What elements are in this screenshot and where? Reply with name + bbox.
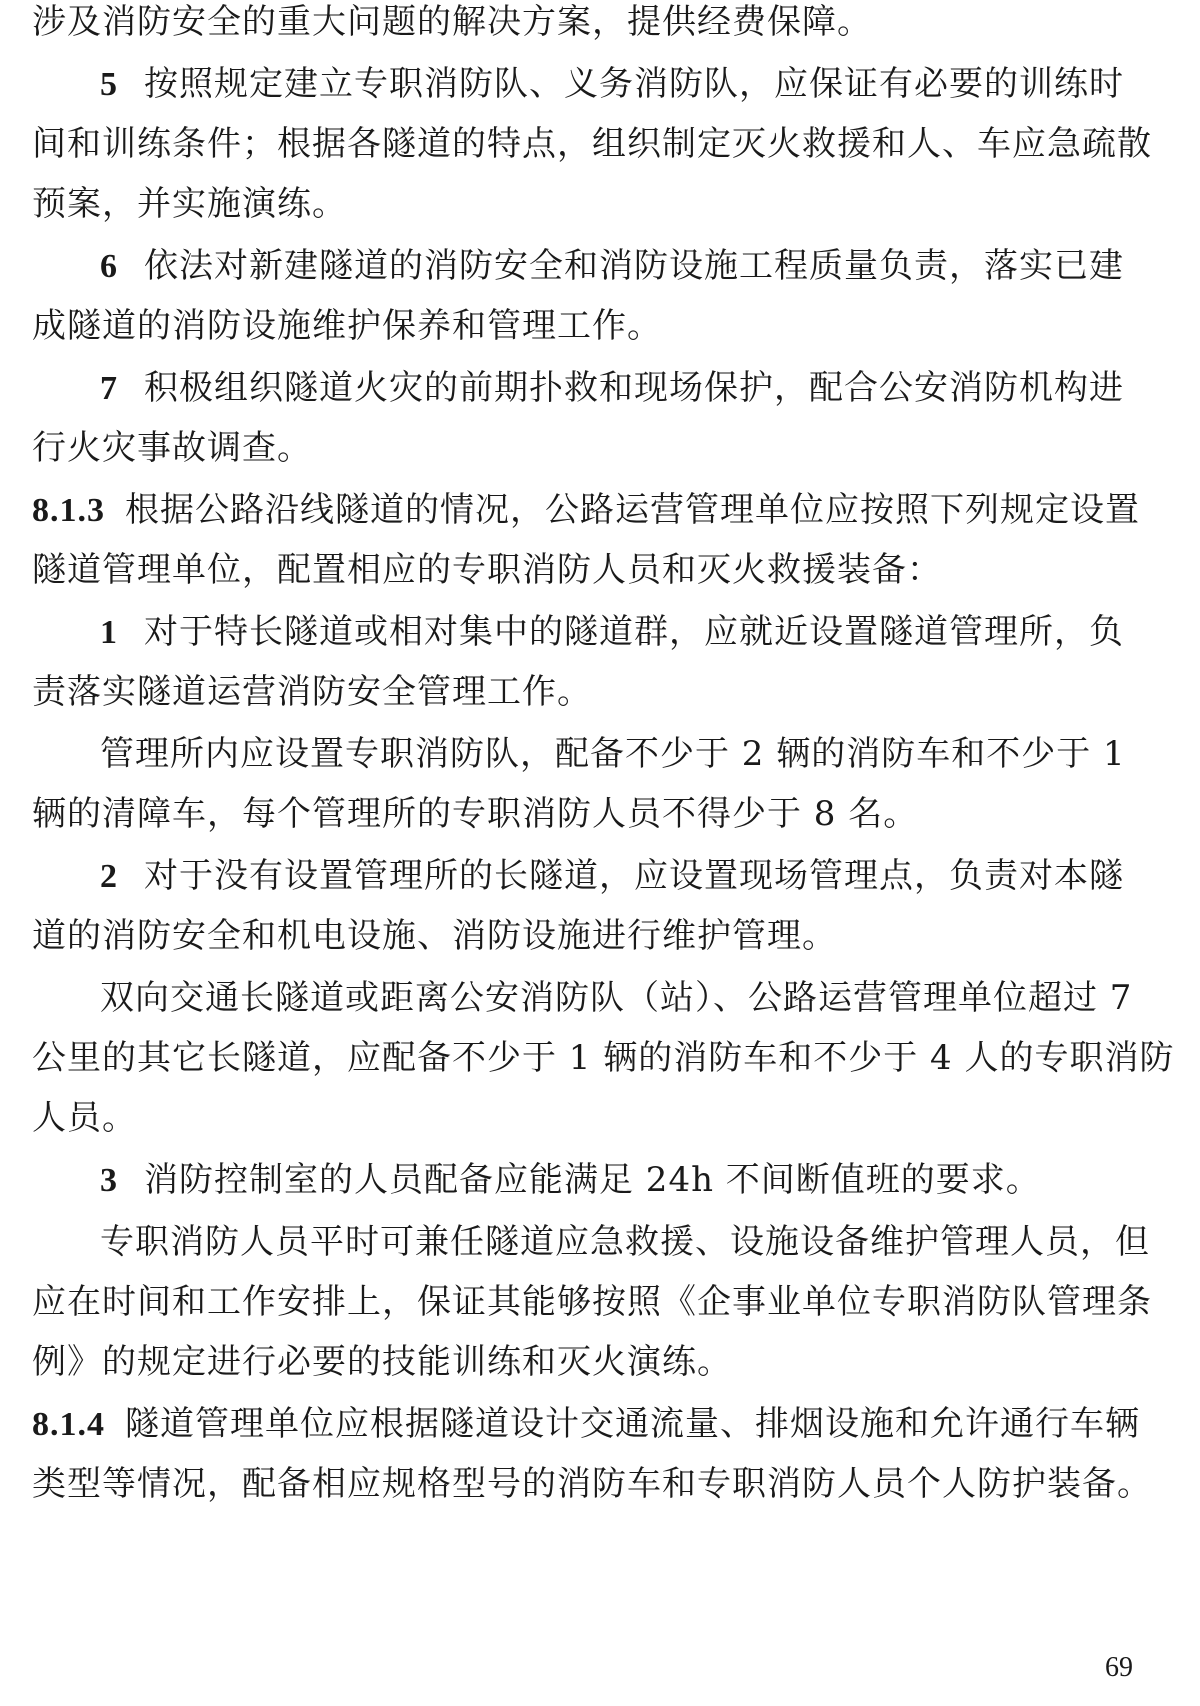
list-item-7 [100, 368, 1124, 409]
item-number: 6 [100, 248, 118, 285]
text-line: 道的消防安全和机电设施、消防设施进行维护管理。 [32, 916, 837, 956]
text-line: 涉及消防安全的重大问题的解决方案，提供经费保障。 [32, 2, 872, 42]
item-number: 3 [100, 1162, 118, 1199]
text-line: 公里的其它长隧道，应配备不少于 1 辆的消防车和不少于 4 人的专职消防 [32, 1038, 1175, 1078]
item-text: 积极组织隧道火灾的前期扑救和现场保护，配合公安消防机构进 [144, 368, 1124, 408]
text-line: 管理所内应设置专职消防队，配备不少于 2 辆的消防车和不少于 1 [100, 734, 1126, 774]
list-item-3 [100, 1160, 1041, 1201]
text-line: 行火灾事故调查。 [32, 428, 312, 468]
item-number: 2 [100, 858, 118, 895]
text-line: 辆的清障车，每个管理所的专职消防人员不得少于 8 名。 [32, 794, 919, 834]
item-text: 按照规定建立专职消防队、义务消防队，应保证有必要的训练时 [144, 64, 1124, 104]
item-text: 消防控制室的人员配备应能满足 24h 不间断值班的要求。 [144, 1160, 1041, 1200]
list-item-6 [100, 246, 1124, 287]
section-number: 8.1.4 [32, 1406, 105, 1443]
list-item-2 [100, 856, 1124, 897]
text-line: 间和训练条件；根据各隧道的特点，组织制定灭火救援和人、车应急疏散 [32, 124, 1152, 164]
section-text: 根据公路沿线隧道的情况，公路运营管理单位应按照下列规定设置 [125, 490, 1140, 530]
list-item-5 [100, 64, 1124, 105]
section-number: 8.1.3 [32, 492, 105, 529]
item-number: 5 [100, 66, 118, 103]
text-line: 应在时间和工作安排上，保证其能够按照《企事业单位专职消防队管理条 [32, 1282, 1152, 1322]
text-line: 成隧道的消防设施维护保养和管理工作。 [32, 306, 662, 346]
text-line: 专职消防人员平时可兼任隧道应急救援、设施设备维护管理人员，但 [100, 1222, 1150, 1262]
item-text: 对于没有设置管理所的长隧道，应设置现场管理点，负责对本隧 [144, 856, 1124, 896]
text-line: 预案，并实施演练。 [32, 184, 347, 224]
item-number: 7 [100, 370, 118, 407]
text-line: 类型等情况，配备相应规格型号的消防车和专职消防人员个人防护装备。 [32, 1464, 1152, 1504]
text-line: 隧道管理单位，配置相应的专职消防人员和灭火救援装备： [32, 550, 942, 590]
item-text: 依法对新建隧道的消防安全和消防设施工程质量负责，落实已建 [144, 246, 1124, 286]
list-item-1 [100, 612, 1124, 653]
section-8-1-3 [32, 490, 1140, 531]
item-text: 对于特长隧道或相对集中的隧道群，应就近设置隧道管理所，负 [144, 612, 1124, 652]
section-text: 隧道管理单位应根据隧道设计交通流量、排烟设施和允许通行车辆 [125, 1404, 1140, 1444]
section-8-1-4 [32, 1404, 1140, 1445]
page-number: 69 [1105, 1652, 1133, 1683]
item-number: 1 [100, 614, 118, 651]
text-line: 例》的规定进行必要的技能训练和灭火演练。 [32, 1342, 732, 1382]
text-line: 责落实隧道运营消防安全管理工作。 [32, 672, 592, 712]
text-line: 人员。 [32, 1098, 137, 1138]
text-line: 双向交通长隧道或距离公安消防队（站）、公路运营管理单位超过 7 [100, 978, 1133, 1018]
